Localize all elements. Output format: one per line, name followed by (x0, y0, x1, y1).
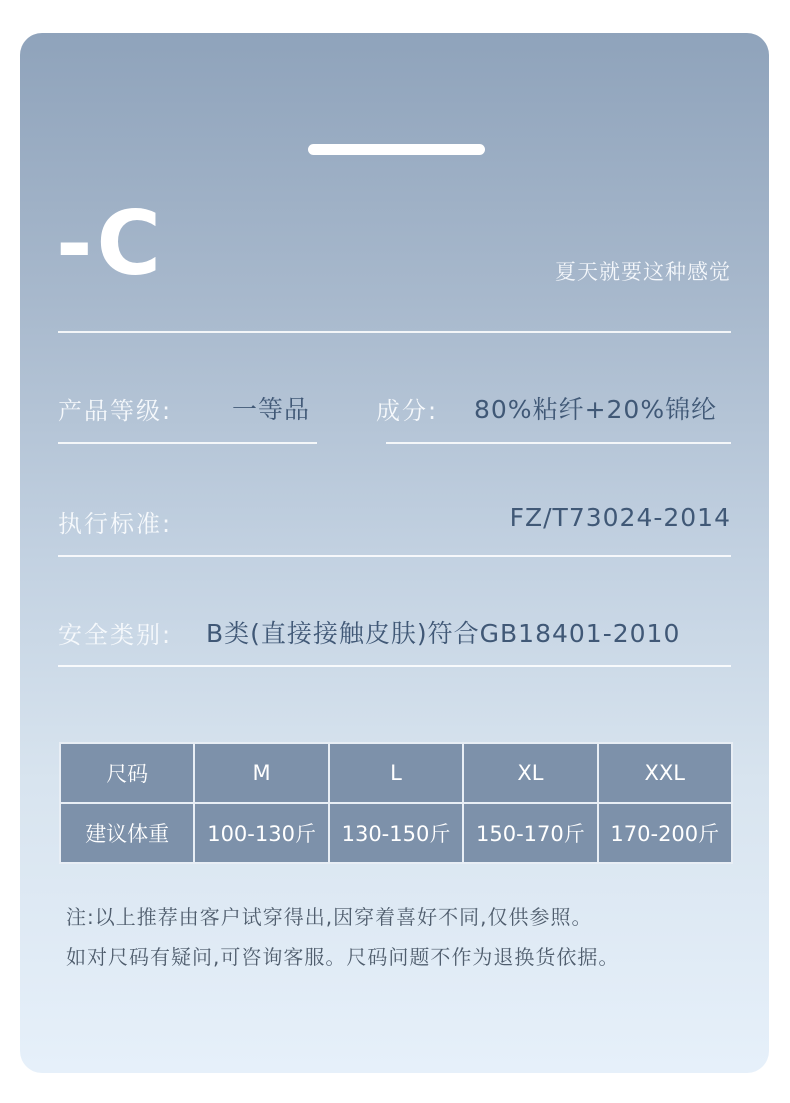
slogan: 夏天就要这种感觉 (555, 260, 731, 284)
brand-logo (56, 189, 165, 299)
grade-label: 产品等级: (58, 397, 173, 425)
decorative-bar (308, 144, 485, 155)
safety-value: B类(直接接触皮肤)符合GB18401-2010 (206, 619, 681, 648)
composition-value: 80%粘纤+20%锦纶 (474, 395, 718, 424)
divider (58, 442, 317, 444)
note-line-2: 如对尺码有疑问,可咨询客服。尺码问题不作为退换货依据。 (66, 945, 620, 969)
divider (58, 555, 731, 557)
size-cell: M (194, 743, 328, 803)
divider (58, 331, 731, 333)
size-cell: L (329, 743, 463, 803)
standard-label: 执行标准: (58, 510, 173, 538)
weight-header: 建议体重 (60, 803, 194, 863)
standard-value: FZ/T73024-2014 (509, 503, 731, 532)
weight-cell: 100-130斤 (194, 803, 328, 863)
divider (386, 442, 731, 444)
product-info-card (20, 33, 769, 1073)
divider (58, 665, 731, 667)
brand-text: -C (56, 192, 166, 295)
note-line-1: 注:以上推荐由客户试穿得出,因穿着喜好不同,仅供参照。 (66, 905, 593, 929)
size-cell: XXL (598, 743, 732, 803)
weight-cell: 170-200斤 (598, 803, 732, 863)
composition-label: 成分: (376, 397, 439, 425)
size-header: 尺码 (60, 743, 194, 803)
table-row (60, 743, 732, 803)
weight-cell: 130-150斤 (329, 803, 463, 863)
size-cell: XL (463, 743, 597, 803)
grade-value: 一等品 (232, 395, 311, 424)
safety-label: 安全类别: (58, 621, 173, 649)
weight-cell: 150-170斤 (463, 803, 597, 863)
size-table (59, 742, 733, 864)
table-row (60, 803, 732, 863)
